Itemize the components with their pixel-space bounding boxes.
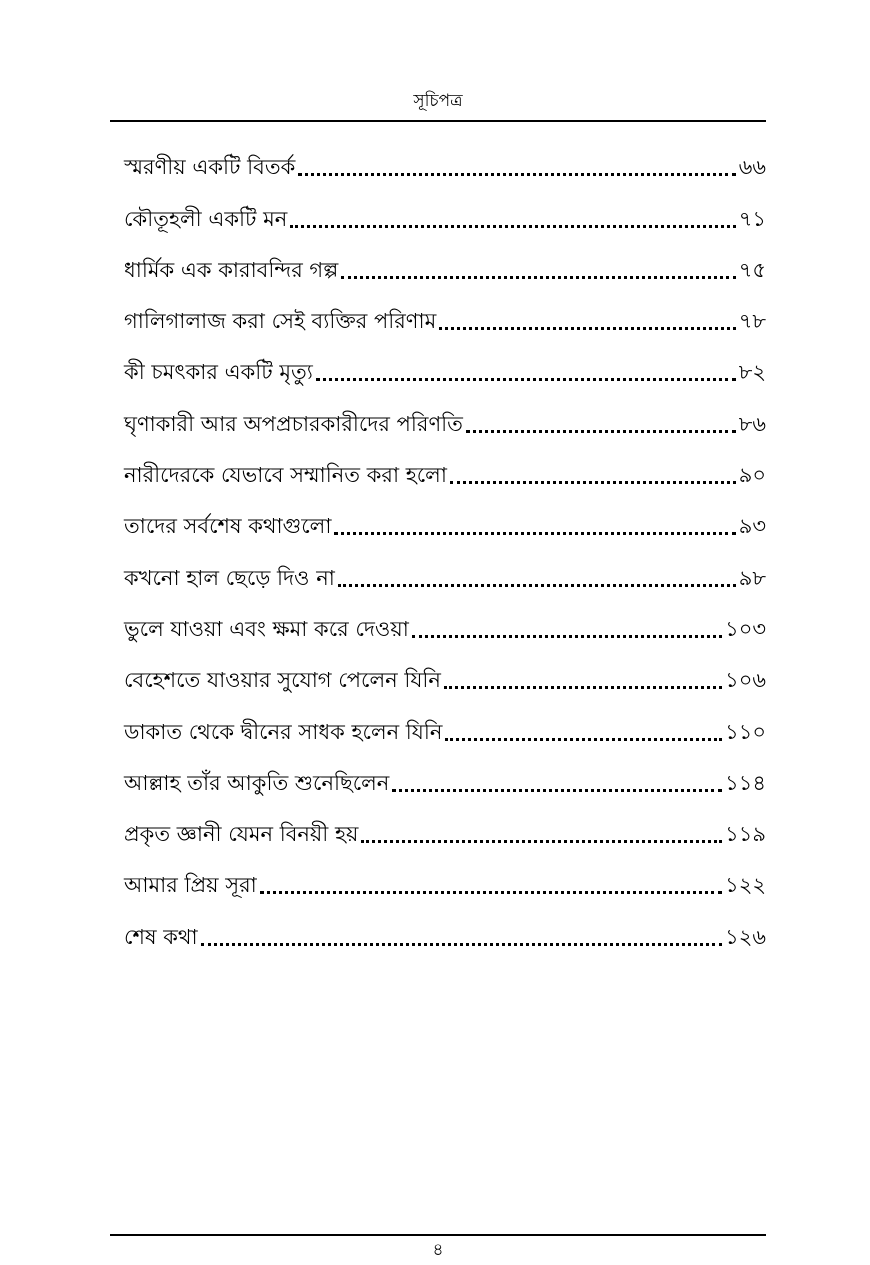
page-number: ৪ <box>432 1240 444 1260</box>
toc-entry-title: ডাকাত থেকে দ্বীনের সাধক হলেন যিনি <box>124 719 443 744</box>
toc-entry-title: ধার্মিক এক কারাবন্দির গল্প <box>124 257 339 282</box>
toc-entry[interactable] <box>124 596 766 647</box>
table-of-contents <box>124 134 766 955</box>
toc-entry-page: ৭৫ <box>738 257 766 282</box>
toc-entry-title: তাদের সর্বশেষ কথাগুলো <box>124 514 332 539</box>
toc-entry-title: আল্লাহ তাঁর আকুতি শুনেছিলেন <box>124 770 390 795</box>
toc-entry-page: ১০৩ <box>725 616 766 641</box>
toc-entry-page: ১২২ <box>725 873 766 898</box>
toc-entry[interactable] <box>124 134 766 185</box>
toc-entry[interactable] <box>124 237 766 288</box>
toc-entry-page: ৯০ <box>738 463 766 488</box>
toc-dot-leader <box>450 481 736 484</box>
toc-dot-leader <box>334 532 735 535</box>
toc-dot-leader <box>260 891 722 894</box>
toc-entry-page: ৮৬ <box>738 411 766 436</box>
toc-entry[interactable] <box>124 801 766 852</box>
toc-dot-leader <box>439 327 735 330</box>
toc-entry-page: ১১৯ <box>725 822 766 847</box>
toc-entry-page: ৭৮ <box>738 309 766 334</box>
toc-dot-leader <box>444 686 722 689</box>
toc-entry-page: ১১০ <box>725 719 766 744</box>
toc-entry-page: ১২৬ <box>725 924 766 949</box>
toc-entry[interactable] <box>124 698 766 749</box>
toc-entry[interactable] <box>124 493 766 544</box>
toc-entry-page: ৯৩ <box>738 514 766 539</box>
toc-entry-page: ৮২ <box>738 360 766 385</box>
toc-entry-title: স্মরণীয় একটি বিতর্ক <box>124 155 296 180</box>
toc-entry[interactable] <box>124 288 766 339</box>
toc-dot-leader <box>290 225 735 228</box>
toc-entry[interactable] <box>124 903 766 954</box>
page-footer <box>110 1234 766 1264</box>
toc-dot-leader <box>412 635 722 638</box>
toc-dot-leader <box>298 173 735 176</box>
toc-entry-title: ভুলে যাওয়া এবং ক্ষমা করে দেওয়া <box>124 616 409 641</box>
toc-entry-page: ৬৬ <box>738 155 766 180</box>
toc-entry[interactable] <box>124 750 766 801</box>
page-header <box>110 86 766 122</box>
toc-entry-title: কৌতূহলী একটি মন <box>124 206 288 231</box>
toc-entry[interactable] <box>124 647 766 698</box>
toc-dot-leader <box>341 276 736 279</box>
toc-entry-page: ১০৬ <box>725 668 766 693</box>
toc-entry[interactable] <box>124 339 766 390</box>
toc-entry-title: কখনো হাল ছেড়ে দিও না <box>124 565 335 590</box>
toc-entry-title: বেহেশতে যাওয়ার সুযোগ পেলেন যিনি <box>124 668 441 693</box>
toc-entry-title: আমার প্রিয় সূরা <box>124 873 257 898</box>
toc-entry-title: শেষ কথা <box>124 924 198 949</box>
toc-entry[interactable] <box>124 852 766 903</box>
toc-entry-title: ঘৃণাকারী আর অপপ্রচারকারীদের পরিণতি <box>124 411 463 436</box>
toc-entry-title: প্রকৃত জ্ঞানী যেমন বিনয়ী হয় <box>124 822 359 847</box>
toc-entry-page: ৯৮ <box>738 565 766 590</box>
toc-dot-leader <box>361 840 722 843</box>
toc-dot-leader <box>338 584 736 587</box>
toc-entry[interactable] <box>124 390 766 441</box>
toc-entry-page: ১১৪ <box>725 770 766 795</box>
toc-entry-title: কী চমৎকার একটি মৃত্যু <box>124 360 313 385</box>
toc-entry[interactable] <box>124 544 766 595</box>
toc-dot-leader <box>445 738 722 741</box>
toc-dot-leader <box>316 378 736 381</box>
toc-entry-title: গালিগালাজ করা সেই ব্যক্তির পরিণাম <box>124 309 437 334</box>
toc-entry[interactable] <box>124 185 766 236</box>
page-header-title: সূচিপত্র <box>413 91 463 111</box>
toc-entry-title: নারীদেরকে যেভাবে সম্মানিত করা হলো <box>124 463 447 488</box>
toc-dot-leader <box>392 789 722 792</box>
toc-entry-page: ৭১ <box>738 206 766 231</box>
toc-dot-leader <box>201 943 722 946</box>
toc-dot-leader <box>466 430 736 433</box>
toc-entry[interactable] <box>124 442 766 493</box>
